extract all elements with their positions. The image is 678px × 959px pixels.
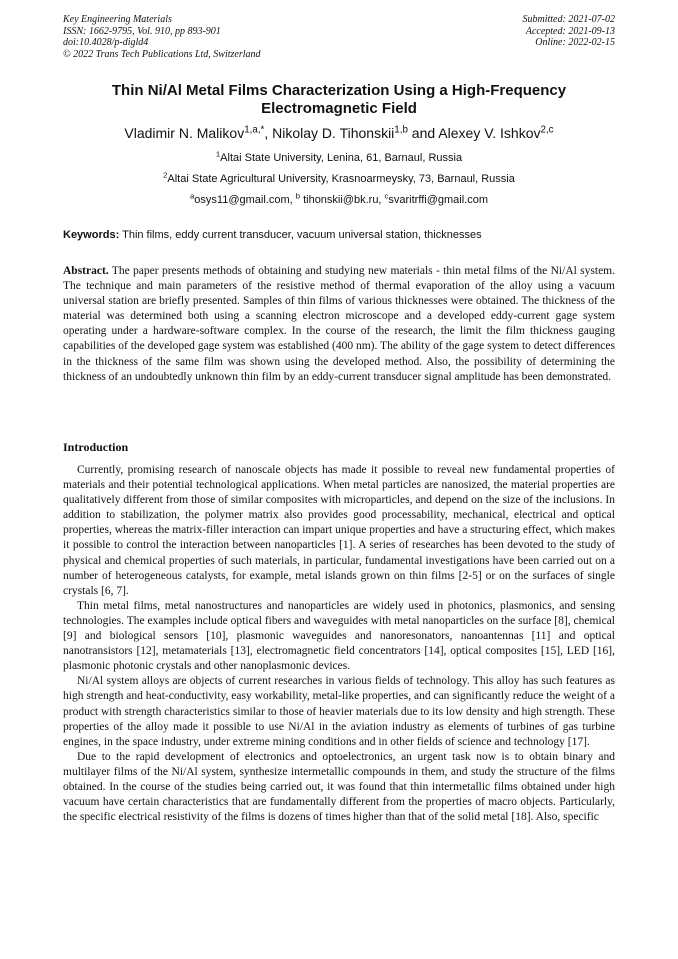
email-address[interactable]: svaritrffi@gmail.com [388, 194, 488, 206]
author-list [63, 124, 615, 142]
affiliation-1 [63, 151, 615, 165]
paper-title: Thin Ni/Al Metal Films Characterization Using a High-Frequency Electromagnetic Field [111, 82, 567, 117]
journal-info [63, 14, 261, 60]
abstract [63, 264, 615, 385]
online-date: Online: 2022-02-15 [535, 37, 615, 48]
email-address[interactable]: osys11@gmail.com, [194, 194, 296, 206]
publication-dates [523, 14, 616, 49]
email-address[interactable]: tihonskii@bk.ru, [300, 194, 385, 206]
paragraph: Ni/Al system alloys are objects of current researches in various fields of technology. This alloy has such features as high strength and heat-conductivity, easy workability, metal-like properties, and can significantly reduce the weight of a product with strength characteristics similar to those of heavier materials due to its low density and high strength. These properties of the alloy made it possible to use Ni/Al in the aviation industry as elements of turbines of gas turbine engines, in the space industry, under extreme mining conditions and in other fields of science and technology [17]. [63, 675, 615, 748]
paragraph: Currently, promising research of nanoscale objects has made it possible to reveal new fundamental properties of materials and their potential technological applications. When metal particles are nanosized, the material properties are qualitatively different from those of similar composites with microparticles, and depend on the size of the inclusions. In addition to stabilization, the polymer matrix also provides good processability, mechanical, electrical and optical properties, whereas the matrix-filler interaction can impart unique properties and have a structuring effect, which makes it possible to control the interaction between nanoparticles [1]. A series of researches has been devoted to the study of physical and chemical properties of such materials, in particular, fundamental investigations have been carried out on a number of heterogeneous catalysts, for example, metal islands grown on thin films [2-5] or on the surfaces of single crystals [6, 7]. [63, 464, 615, 597]
author-name: Vladimir N. Malikov [124, 125, 245, 141]
author-name: Alexey V. Ishkov [438, 125, 541, 141]
introduction-body [63, 463, 615, 825]
journal-name: Key Engineering Materials [63, 14, 172, 25]
issn-volume-pages: ISSN: 1662-9795, Vol. 910, pp 893-901 [63, 25, 221, 37]
author-affiliation-marker: 1,a,* [244, 124, 265, 136]
email-marker: b [295, 191, 301, 201]
author-name: Nikolay D. Tihonskii [272, 125, 395, 141]
keywords-text: Thin films, eddy current transducer, vacuum universal station, thicknesses [119, 229, 482, 241]
author-affiliation-marker: 1,b [394, 124, 408, 136]
accepted-date: Accepted: 2021-09-13 [525, 25, 615, 37]
author-separator: and [407, 125, 439, 141]
email-marker: c [384, 191, 389, 201]
paragraph: Thin metal films, metal nanostructures and nanoparticles are widely used in photonics, plasmonics, and sensing technologies. The examples include optical fibers and waveguides with metal nanoparticles on the surface [8], chemical [9] and biological sensors [10], plasmonic waveguides and nanoresonators, nanoantennas [11] and optical nanotransistors [12], metamaterials [13], electromagnetic field concentrators [14], optical composites [15], LED [16], plasmonic photonic crystals and other nanoplasmonic devices. [63, 599, 615, 673]
author-separator: , [264, 125, 273, 141]
affiliation-text: Altai State Agricultural University, Krasnoarmeysky, 73, Barnaul, Russia [167, 173, 515, 185]
paragraph: Due to the rapid development of electronics and optoelectronics, an urgent task now is to obtain binary and multilayer films of the Ni/Al system, synthesize intermetallic compounds in them, and study the structure of the films obtained. In the course of the studies being carried out, it was found that thin intermetallic films obtained under high vacuum have certain characteristics that are fundamentally different from the properties of macro objects. Particularly, the specific electrical resistivity of the films is dozens of times higher than that of the solid metal [18]. Also, specific [63, 750, 615, 824]
author-emails [63, 193, 615, 207]
affiliation-2 [63, 172, 615, 186]
affiliation-marker: 1 [215, 149, 221, 159]
email-marker: a [190, 191, 195, 201]
affiliation-text: Altai State University, Lenina, 61, Barnaul, Russia [220, 152, 463, 164]
affiliation-marker: 2 [163, 170, 168, 180]
author-affiliation-marker: 2,c [540, 124, 554, 136]
abstract-text: The paper presents methods of obtaining and studying new materials - thin metal films of the Ni/Al system. The technique and main parameters of the resistive method of thermal evaporation of the alloy using a vacuum universal station are briefly presented. Samples of thin films of various thicknesses were obtained. The thickness of the material was determined both using a scanning electron microscope and a developed eddy-current gage system operating under a hardware-software complex. In the course of the research, the limit the film thickness gauging capabilities of the developed gage system was established (400 nm). The ability of the gage system to detect differences in the thickness of the same film was shown using the developed method. Also, the possibility of determining the thickness of an undoubtedly unknown thin film by an eddy-current transducer signal amplitude has been demonstrated. [63, 265, 615, 383]
submitted-date: Submitted: 2021-07-02 [522, 14, 615, 25]
abstract-label: Abstract. [63, 265, 109, 277]
doi[interactable]: doi:10.4028/p-digld4 [63, 37, 149, 48]
keywords [63, 228, 615, 242]
section-heading-introduction: Introduction [63, 440, 129, 454]
copyright: © 2022 Trans Tech Publications Ltd, Switzerland [63, 48, 261, 60]
keywords-label: Keywords: [63, 229, 120, 241]
